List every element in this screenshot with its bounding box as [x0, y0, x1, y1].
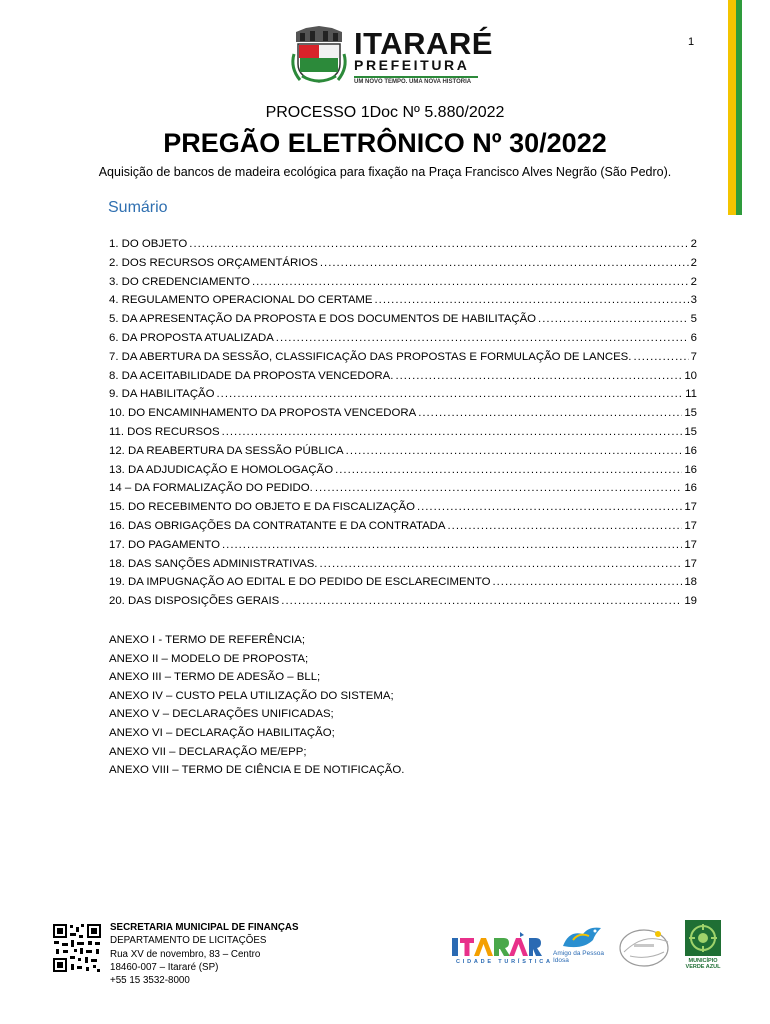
- toc-entry[interactable]: [109, 501, 697, 520]
- toc-entry[interactable]: [109, 595, 697, 614]
- toc-leader: [281, 595, 682, 607]
- annex-item: ANEXO III – TERMO DE ADESÃO – BLL;: [109, 671, 321, 684]
- toc-leader: [189, 238, 688, 250]
- toc-entry-label: 7. DA ABERTURA DA SESSÃO, CLASSIFICAÇÃO DAS PROPOSTAS E FORMULAÇÃO DE LANCES.: [109, 350, 632, 363]
- toc-leader: [492, 576, 682, 588]
- toc-leader: [320, 257, 689, 269]
- toc-entry-page: 17: [684, 501, 697, 514]
- toc-entry[interactable]: [109, 576, 697, 595]
- toc-leader: [346, 445, 683, 457]
- toc-entry-label: 15. DO RECEBIMENTO DO OBJETO E DA FISCALIZAÇÃO: [109, 501, 415, 514]
- annex-item: ANEXO V – DECLARAÇÕES UNIFICADAS;: [109, 708, 334, 721]
- toc-entry[interactable]: [109, 558, 697, 577]
- toc-entry-label: 9. DA HABILITAÇÃO: [109, 388, 215, 401]
- footer-city: 18460-007 – Itararé (SP): [110, 961, 219, 973]
- toc-leader: [335, 464, 682, 476]
- toc-leader: [448, 520, 683, 532]
- municipio-verde-azul-text: MUNICÍPIO VERDE AZUL: [685, 958, 721, 970]
- footer-address: [110, 921, 299, 987]
- toc-entry-page: 6: [690, 331, 697, 344]
- toc-leader: [319, 558, 682, 570]
- toc-entry-page: 18: [684, 576, 697, 589]
- toc-entry[interactable]: [109, 294, 697, 313]
- toc-entry[interactable]: [109, 370, 697, 389]
- toc-entry-page: 19: [684, 595, 697, 608]
- toc-entry[interactable]: [109, 238, 697, 257]
- toc-entry-page: 16: [684, 444, 697, 457]
- amigo-pessoa-idosa-logo: [549, 924, 609, 974]
- toc-entry-label: 18. DAS SANÇÕES ADMINISTRATIVAS.: [109, 557, 318, 570]
- annex-item: ANEXO II – MODELO DE PROPOSTA;: [109, 652, 309, 665]
- toc-entry[interactable]: [109, 520, 697, 539]
- toc-entry-label: 3. DO CREDENCIAMENTO: [109, 275, 250, 288]
- toc-entry-label: 20. DAS DISPOSIÇÕES GERAIS: [109, 595, 280, 608]
- annex-item: ANEXO VIII – TERMO DE CIÊNCIA E DE NOTIFICAÇÃO.: [109, 764, 405, 777]
- toc-entry-page: 15: [684, 407, 697, 420]
- toc-leader: [375, 294, 689, 306]
- toc-leader: [633, 351, 688, 363]
- logo-title: ITARARÉ: [354, 26, 493, 61]
- coat-of-arms-icon: [288, 24, 350, 88]
- toc-entry[interactable]: [109, 482, 697, 501]
- toc-entry-label: 14 – DA FORMALIZAÇÃO DO PEDIDO.: [109, 482, 313, 495]
- toc-leader: [538, 313, 689, 325]
- annex-item: ANEXO IV – CUSTO PELA UTILIZAÇÃO DO SISTEMA;: [109, 689, 394, 702]
- toc-leader: [276, 332, 689, 344]
- toc-entry-page: 17: [684, 519, 697, 532]
- logo-slogan: UM NOVO TEMPO. UMA NOVA HISTÓRIA: [354, 79, 472, 85]
- toc-entry-label: 16. DAS OBRIGAÇÕES DA CONTRATANTE E DA CONTRATADA: [109, 519, 446, 532]
- elderly-friendly-seal: [614, 924, 676, 974]
- toc-entry[interactable]: [109, 257, 697, 276]
- toc-entry-label: 10. DO ENCAMINHAMENTO DA PROPOSTA VENCEDORA: [109, 407, 417, 420]
- toc-entry[interactable]: [109, 313, 697, 332]
- toc-leader: [222, 539, 682, 551]
- toc-leader: [315, 482, 683, 494]
- toc-entry[interactable]: [109, 407, 697, 426]
- summary-heading: Sumário: [108, 199, 168, 216]
- toc-entry-page: 2: [690, 238, 697, 250]
- toc-entry[interactable]: [109, 539, 697, 558]
- logo-divider: [354, 76, 478, 78]
- page-number: 1: [688, 36, 695, 48]
- toc-leader: [418, 407, 682, 419]
- toc-entry-page: 2: [690, 275, 697, 288]
- toc-entry-label: 19. DA IMPUGNAÇÃO AO EDITAL E DO PEDIDO DE ESCLARECIMENTO: [109, 576, 491, 589]
- footer-phone: +55 15 3532-8000: [110, 975, 190, 987]
- logo-subtitle: PREFEITURA: [354, 57, 470, 73]
- toc-leader: [217, 388, 684, 400]
- footer-division: DEPARTAMENTO DE LICITAÇÕES: [110, 935, 267, 947]
- table-of-contents: [109, 238, 697, 614]
- toc-entry[interactable]: [109, 388, 697, 407]
- toc-entry-page: 7: [690, 350, 697, 363]
- toc-entry-page: 11: [685, 388, 697, 401]
- toc-entry-label: 11. DOS RECURSOS: [109, 425, 220, 438]
- itarare-colorful-wordmark-icon: [452, 932, 544, 958]
- toc-entry[interactable]: [109, 276, 697, 295]
- toc-entry[interactable]: [109, 445, 697, 464]
- elderly-friendly-seal-icon: [614, 924, 676, 974]
- annex-item: ANEXO VI – DECLARAÇÃO HABILITAÇÃO;: [109, 726, 335, 739]
- process-number: PROCESSO 1Doc Nº 5.880/2022: [265, 104, 505, 121]
- toc-entry-label: 5. DA APRESENTAÇÃO DA PROPOSTA E DOS DOCUMENTOS DE HABILITAÇÃO: [109, 313, 537, 326]
- municipio-verde-azul-logo: [681, 920, 725, 972]
- document-title: PREGÃO ELETRÔNICO Nº 30/2022: [163, 128, 607, 158]
- toc-entry-page: 15: [684, 425, 697, 438]
- toc-entry[interactable]: [109, 332, 697, 351]
- toc-entry-label: 2. DOS RECURSOS ORÇAMENTÁRIOS: [109, 256, 318, 269]
- toc-entry[interactable]: [109, 464, 697, 483]
- amigo-pessoa-idosa-text: Amigo da Pessoa Idosa: [553, 950, 604, 964]
- toc-entry[interactable]: [109, 426, 697, 445]
- prefeitura-logo: [288, 24, 493, 88]
- itarare-tourism-logo: [452, 932, 553, 972]
- annex-list: [109, 634, 404, 783]
- toc-entry-label: 12. DA REABERTURA DA SESSÃO PÚBLICA: [109, 444, 344, 457]
- toc-entry-page: 2: [690, 256, 697, 269]
- toc-entry-label: 4. REGULAMENTO OPERACIONAL DO CERTAME: [109, 294, 373, 307]
- toc-entry-label: 17. DO PAGAMENTO: [109, 538, 220, 551]
- annex-item: ANEXO I - TERMO DE REFERÊNCIA;: [109, 634, 305, 646]
- toc-entry[interactable]: [109, 351, 697, 370]
- municipio-verde-azul-emblem-icon: [685, 920, 721, 956]
- toc-entry-page: 17: [684, 538, 697, 551]
- toc-entry-page: 16: [684, 482, 697, 495]
- toc-entry-label: 13. DA ADJUDICAÇÃO E HOMOLOGAÇÃO: [109, 463, 334, 476]
- qr-code-icon: [52, 923, 102, 973]
- annex-item: ANEXO VII – DECLARAÇÃO ME/EPP;: [109, 745, 307, 758]
- toc-entry-page: 5: [690, 313, 697, 326]
- footer-department: SECRETARIA MUNICIPAL DE FINANÇAS: [110, 922, 299, 933]
- shield-red: [299, 45, 319, 58]
- toc-entry-label: 8. DA ACEITABILIDADE DA PROPOSTA VENCEDORA.: [109, 369, 394, 382]
- toc-entry-page: 17: [684, 557, 697, 570]
- toc-leader: [395, 370, 682, 382]
- toc-entry-label: 1. DO OBJETO: [109, 238, 188, 250]
- document-subject: Aquisição de bancos de madeira ecológica para fixação na Praça Francisco Alves Negrão (São Pedro).: [98, 165, 672, 179]
- toc-entry-page: 10: [684, 369, 697, 382]
- toc-leader: [222, 426, 683, 438]
- footer-street: Rua XV de novembro, 83 – Centro: [110, 948, 261, 960]
- itarare-tag: CIDADE TURÍSTICA: [456, 959, 553, 965]
- toc-entry-page: 3: [690, 294, 697, 307]
- toc-leader: [252, 276, 689, 288]
- toc-entry-page: 16: [684, 463, 697, 476]
- toc-leader: [417, 501, 682, 513]
- bird-logo-icon: [559, 924, 605, 950]
- toc-entry-label: 6. DA PROPOSTA ATUALIZADA: [109, 331, 274, 344]
